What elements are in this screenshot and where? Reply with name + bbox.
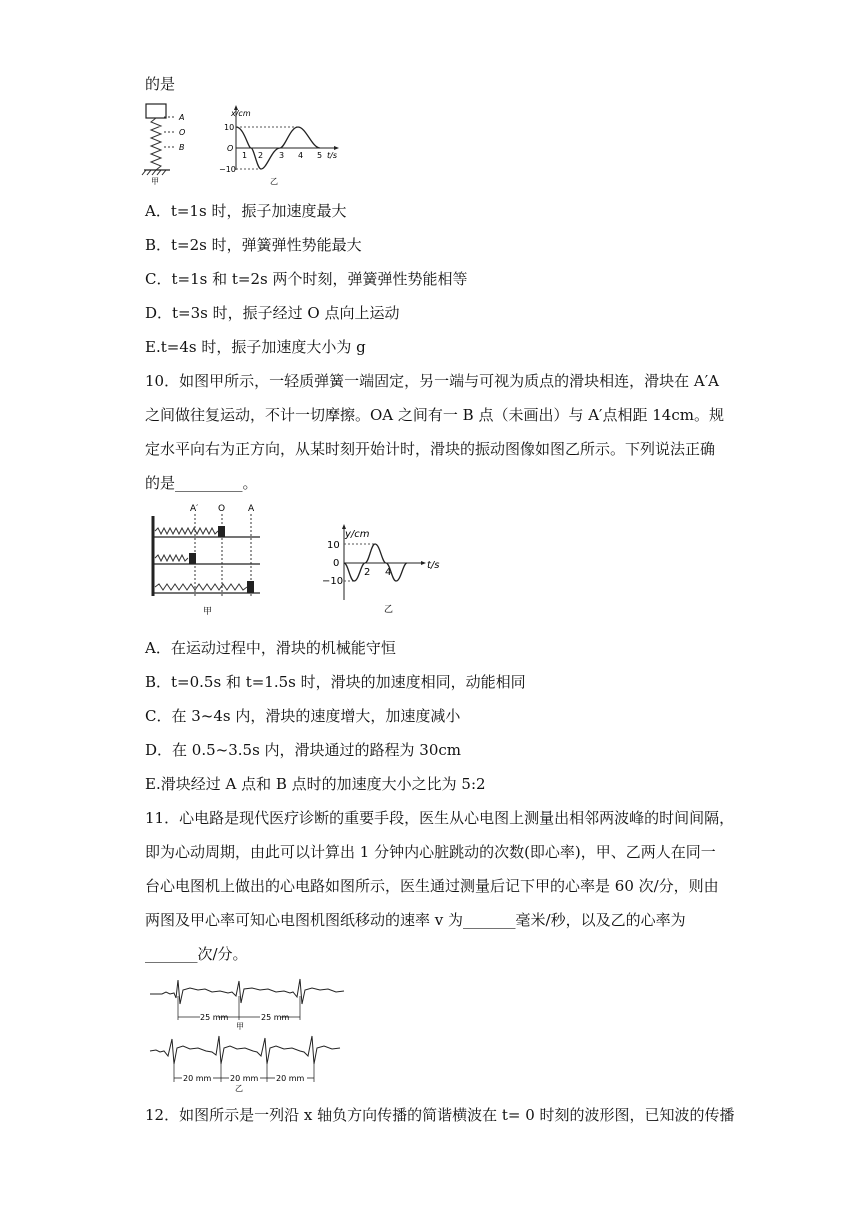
caption-jia: 甲 bbox=[151, 177, 159, 186]
q10-options bbox=[145, 631, 720, 801]
ytick-origin: O bbox=[227, 144, 234, 153]
q10-stem-line: 的是_________。 bbox=[145, 474, 258, 492]
ytick-neg10: −10 bbox=[322, 576, 344, 587]
ytick-neg10: −10 bbox=[219, 165, 236, 174]
spring-bottom bbox=[155, 584, 247, 590]
spring-top bbox=[155, 528, 218, 534]
block-middle bbox=[189, 553, 196, 564]
yi-spacing-label: 20 mm bbox=[276, 1074, 305, 1083]
xtick-4: 4 bbox=[298, 151, 304, 160]
q10-option-d: D．在 0.5~3.5s 内，滑块通过的路程为 30cm bbox=[145, 741, 462, 759]
caption-yi: 乙 bbox=[270, 177, 278, 186]
q10-option-c: C．在 3~4s 内，滑块的速度增大，加速度减小 bbox=[145, 707, 461, 725]
q9-figure bbox=[140, 100, 360, 192]
q9-option-b: B．t=2s 时，弹簧弹性势能最大 bbox=[145, 236, 362, 254]
caption-jia: 甲 bbox=[203, 607, 213, 617]
yi-spacing-label: 20 mm bbox=[183, 1074, 212, 1083]
xtick-2: 2 bbox=[258, 151, 264, 160]
spring-label-o: O bbox=[179, 128, 186, 137]
ecg-trace-jia bbox=[150, 979, 344, 1004]
q10-option-a: A．在运动过程中，滑块的机械能守恒 bbox=[145, 639, 396, 657]
y-axis-label: y/cm bbox=[345, 529, 370, 540]
caption-yi: 乙 bbox=[235, 1084, 243, 1093]
q11-stem-line: 台心电图机上做出的心电路如图所示，医生通过测量后记下甲的心率是 60 次/分，则由 bbox=[145, 877, 719, 895]
q11-stem-line: 11．心电路是现代医疗诊断的重要手段，医生从心电图上测量出相邻两波峰的时间间隔， bbox=[145, 809, 735, 827]
q9-stem-tail: 的是 bbox=[145, 75, 176, 93]
spring-middle bbox=[155, 555, 188, 561]
xtick-2: 2 bbox=[364, 567, 371, 578]
xtick-4: 4 bbox=[385, 567, 392, 578]
block-bottom bbox=[247, 581, 254, 593]
q10-stem-line: 之间做往复运动，不计一切摩擦。OA 之间有一 B 点（未画出）与 A′点相距 14cm。规 bbox=[145, 406, 724, 424]
q10-stem-line: 10．如图甲所示，一轻质弹簧一端固定，另一端与可视为质点的滑块相连，滑块在 A′A bbox=[145, 372, 719, 390]
ytick-0: 0 bbox=[333, 558, 340, 569]
track-label-o: O bbox=[218, 504, 226, 514]
q12-stem bbox=[145, 1098, 735, 1132]
xtick-5: 5 bbox=[317, 151, 323, 160]
yi-spacing-label: 20 mm bbox=[230, 1074, 259, 1083]
q9-options bbox=[145, 194, 720, 364]
q9-option-c: C．t=1s 和 t=2s 两个时刻，弹簧弹性势能相等 bbox=[145, 270, 468, 288]
q10-option-b: B．t=0.5s 和 t=1.5s 时，滑块的加速度相同，动能相同 bbox=[145, 673, 526, 691]
q10-figure bbox=[145, 500, 455, 620]
y-axis-label: x/cm bbox=[231, 109, 251, 118]
q10-stem-line: 定水平向右为正方向，从某时刻开始计时，滑块的振动图像如图乙所示。下列说法正确 bbox=[145, 440, 716, 458]
jia-spacing-label: 25 mm bbox=[200, 1013, 229, 1022]
ytick-10: 10 bbox=[327, 540, 340, 551]
q11-ecg-figure bbox=[150, 976, 350, 1094]
x-axis-label: t/s bbox=[427, 560, 440, 571]
ytick-10: 10 bbox=[224, 123, 235, 132]
track-label-a-prime: A′ bbox=[190, 504, 199, 514]
jia-spacing-label: 25 mm bbox=[261, 1013, 290, 1022]
caption-jia: 甲 bbox=[236, 1022, 244, 1031]
xtick-3: 3 bbox=[279, 151, 285, 160]
caption-yi: 乙 bbox=[384, 605, 394, 615]
q12-stem-line: 12．如图所示是一列沿 x 轴负方向传播的简谐横波在 t= 0 时刻的波形图，已知波的传播 bbox=[145, 1106, 735, 1124]
track-label-a: A bbox=[248, 504, 255, 514]
mass-block bbox=[146, 104, 166, 118]
q11-stem bbox=[145, 801, 735, 971]
q11-stem-line: _______次/分。 bbox=[145, 945, 248, 963]
q10-option-e: E.滑块经过 A 点和 B 点时的加速度大小之比为 5:2 bbox=[145, 775, 486, 793]
spring-label-b: B bbox=[179, 143, 185, 152]
spring-label-a: A bbox=[179, 113, 185, 122]
q11-stem-line: 即为心动周期，由此可以计算出 1 分钟内心脏跳动的次数(即心率)，甲、乙两人在同一 bbox=[145, 843, 716, 861]
block-top bbox=[218, 526, 225, 537]
spring-coil bbox=[151, 118, 161, 170]
xtick-1: 1 bbox=[242, 151, 248, 160]
ecg-trace-yi bbox=[150, 1036, 340, 1064]
q11-stem-line: 两图及甲心率可知心电图机图纸移动的速率 v 为_______毫米/秒，以及乙的心率为 bbox=[145, 911, 686, 929]
q10-stem bbox=[145, 364, 724, 500]
q9-option-e: E.t=4s 时，振子加速度大小为 g bbox=[145, 338, 366, 356]
q9-option-d: D．t=3s 时，振子经过 O 点向上运动 bbox=[145, 304, 400, 322]
q9-option-a: A．t=1s 时，振子加速度最大 bbox=[145, 202, 347, 220]
x-axis-label: t/s bbox=[327, 151, 337, 160]
